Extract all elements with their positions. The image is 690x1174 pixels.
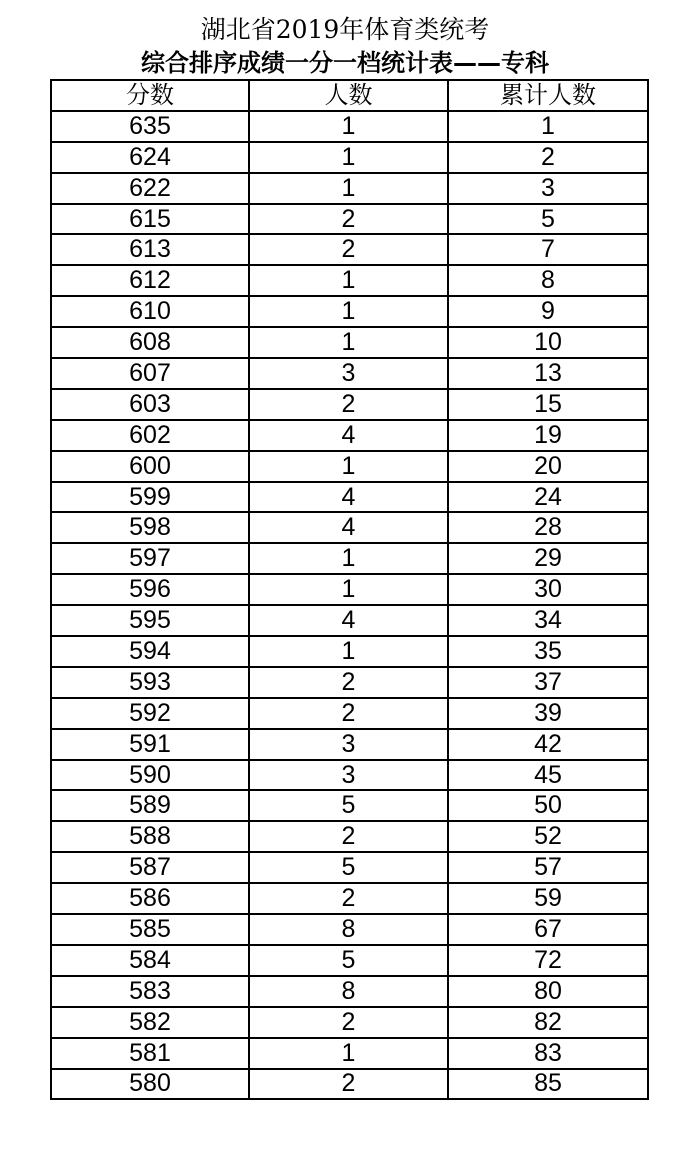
cell-cumulative: 28 <box>448 512 648 543</box>
cell-cumulative: 24 <box>448 482 648 513</box>
cell-count: 2 <box>249 204 448 235</box>
cell-count: 5 <box>249 790 448 821</box>
cell-score: 593 <box>51 667 249 698</box>
table-row <box>51 1007 648 1038</box>
table-row <box>51 327 648 358</box>
cell-score: 603 <box>51 389 249 420</box>
table-row <box>51 883 648 914</box>
header-cumulative: 累计人数 <box>448 80 648 111</box>
cell-count: 1 <box>249 296 448 327</box>
cell-score: 600 <box>51 451 249 482</box>
table-row <box>51 389 648 420</box>
cell-count: 1 <box>249 574 448 605</box>
cell-cumulative: 19 <box>448 420 648 451</box>
cell-score: 622 <box>51 173 249 204</box>
table-row <box>51 142 648 173</box>
cell-count: 8 <box>249 976 448 1007</box>
cell-score: 602 <box>51 420 249 451</box>
cell-score: 585 <box>51 914 249 945</box>
table-row <box>51 1069 648 1100</box>
table-row <box>51 821 648 852</box>
cell-cumulative: 5 <box>448 204 648 235</box>
table-row <box>51 574 648 605</box>
cell-score: 592 <box>51 698 249 729</box>
cell-cumulative: 2 <box>448 142 648 173</box>
cell-cumulative: 35 <box>448 636 648 667</box>
cell-score: 612 <box>51 265 249 296</box>
cell-score: 607 <box>51 358 249 389</box>
table-row <box>51 543 648 574</box>
cell-count: 2 <box>249 234 448 265</box>
cell-count: 4 <box>249 482 448 513</box>
cell-count: 1 <box>249 636 448 667</box>
table-row <box>51 296 648 327</box>
cell-count: 1 <box>249 173 448 204</box>
cell-score: 580 <box>51 1069 249 1100</box>
table-row <box>51 482 648 513</box>
cell-count: 1 <box>249 451 448 482</box>
cell-cumulative: 72 <box>448 945 648 976</box>
cell-score: 591 <box>51 729 249 760</box>
cell-score: 584 <box>51 945 249 976</box>
cell-count: 2 <box>249 389 448 420</box>
table-row <box>51 636 648 667</box>
cell-score: 596 <box>51 574 249 605</box>
cell-cumulative: 50 <box>448 790 648 821</box>
cell-cumulative: 3 <box>448 173 648 204</box>
score-table <box>50 79 649 1100</box>
table-row <box>51 1038 648 1069</box>
table-row <box>51 945 648 976</box>
cell-cumulative: 39 <box>448 698 648 729</box>
cell-cumulative: 13 <box>448 358 648 389</box>
cell-score: 595 <box>51 605 249 636</box>
cell-score: 583 <box>51 976 249 1007</box>
cell-cumulative: 57 <box>448 852 648 883</box>
table-row <box>51 729 648 760</box>
cell-cumulative: 29 <box>448 543 648 574</box>
cell-count: 1 <box>249 1038 448 1069</box>
cell-score: 590 <box>51 760 249 791</box>
cell-score: 610 <box>51 296 249 327</box>
cell-score: 586 <box>51 883 249 914</box>
cell-score: 599 <box>51 482 249 513</box>
cell-count: 1 <box>249 265 448 296</box>
cell-cumulative: 52 <box>448 821 648 852</box>
header-score: 分数 <box>51 80 249 111</box>
table-row <box>51 111 648 142</box>
table-row <box>51 204 648 235</box>
cell-cumulative: 37 <box>448 667 648 698</box>
table-row <box>51 760 648 791</box>
cell-cumulative: 83 <box>448 1038 648 1069</box>
cell-count: 3 <box>249 760 448 791</box>
cell-score: 582 <box>51 1007 249 1038</box>
cell-count: 4 <box>249 420 448 451</box>
cell-score: 587 <box>51 852 249 883</box>
table-row <box>51 420 648 451</box>
cell-count: 4 <box>249 512 448 543</box>
document-subtitle: 综合排序成绩一分一档统计表——专科 <box>141 49 549 77</box>
cell-score: 598 <box>51 512 249 543</box>
cell-cumulative: 80 <box>448 976 648 1007</box>
header-count: 人数 <box>249 80 448 111</box>
table-row <box>51 451 648 482</box>
cell-count: 5 <box>249 852 448 883</box>
cell-count: 2 <box>249 883 448 914</box>
cell-count: 2 <box>249 821 448 852</box>
table-row <box>51 667 648 698</box>
cell-score: 597 <box>51 543 249 574</box>
cell-cumulative: 59 <box>448 883 648 914</box>
cell-count: 5 <box>249 945 448 976</box>
table-row <box>51 512 648 543</box>
cell-score: 594 <box>51 636 249 667</box>
table-row <box>51 605 648 636</box>
cell-score: 581 <box>51 1038 249 1069</box>
cell-cumulative: 34 <box>448 605 648 636</box>
table-row <box>51 852 648 883</box>
cell-score: 624 <box>51 142 249 173</box>
cell-score: 588 <box>51 821 249 852</box>
cell-count: 8 <box>249 914 448 945</box>
cell-count: 2 <box>249 698 448 729</box>
document-title: 湖北省2019年体育类统考 <box>200 15 490 44</box>
cell-cumulative: 9 <box>448 296 648 327</box>
cell-cumulative: 15 <box>448 389 648 420</box>
table-row <box>51 790 648 821</box>
table-row <box>51 914 648 945</box>
cell-count: 1 <box>249 142 448 173</box>
table-row <box>51 234 648 265</box>
cell-cumulative: 10 <box>448 327 648 358</box>
cell-count: 4 <box>249 605 448 636</box>
table-row <box>51 265 648 296</box>
cell-score: 613 <box>51 234 249 265</box>
cell-count: 1 <box>249 111 448 142</box>
cell-cumulative: 42 <box>448 729 648 760</box>
cell-count: 1 <box>249 543 448 574</box>
cell-cumulative: 1 <box>448 111 648 142</box>
cell-cumulative: 7 <box>448 234 648 265</box>
cell-count: 3 <box>249 729 448 760</box>
table-body <box>51 111 648 1100</box>
table-header-row <box>51 80 648 111</box>
table-row <box>51 173 648 204</box>
table-row <box>51 976 648 1007</box>
table-row <box>51 698 648 729</box>
cell-count: 2 <box>249 667 448 698</box>
table-row <box>51 358 648 389</box>
cell-cumulative: 45 <box>448 760 648 791</box>
cell-score: 615 <box>51 204 249 235</box>
cell-cumulative: 8 <box>448 265 648 296</box>
cell-count: 1 <box>249 327 448 358</box>
cell-cumulative: 67 <box>448 914 648 945</box>
cell-count: 2 <box>249 1007 448 1038</box>
cell-cumulative: 30 <box>448 574 648 605</box>
cell-score: 635 <box>51 111 249 142</box>
cell-count: 2 <box>249 1069 448 1100</box>
cell-cumulative: 82 <box>448 1007 648 1038</box>
cell-score: 589 <box>51 790 249 821</box>
cell-cumulative: 85 <box>448 1069 648 1100</box>
cell-score: 608 <box>51 327 249 358</box>
cell-cumulative: 20 <box>448 451 648 482</box>
cell-count: 3 <box>249 358 448 389</box>
